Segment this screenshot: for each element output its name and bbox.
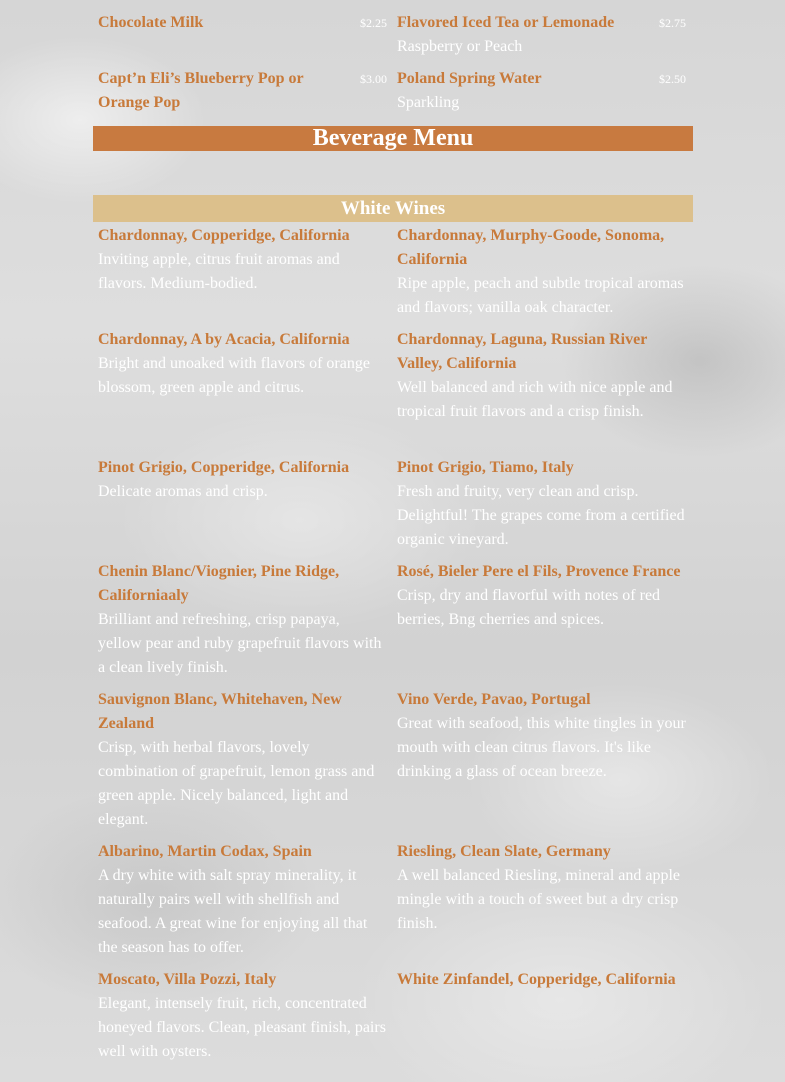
wine-description: Fresh and fruity, very clean and crisp. Delightful! The grapes come from a certified organic vineyard. [397,483,685,548]
wine-name: Riesling, Clean Slate, Germany [397,843,611,860]
wine-row [93,456,693,560]
menu-item [392,67,691,123]
item-name: Poland Spring Water [397,70,542,87]
wine-description: Delicate aromas and crisp. [98,483,268,500]
wine-description: A dry white with salt spray minerality, it naturally pairs well with shellfish and seafood. A great wine for enjoying all that the season has to offer. [98,867,368,956]
wine-description: Crisp, with herbal flavors, lovely combination of grapefruit, lemon grass and green apple. Nicely balanced, light and elegant. [98,739,375,828]
wine-description: Ripe apple, peach and subtle tropical aromas and flavors; vanilla oak character. [397,275,684,316]
wine-item [392,560,691,688]
wine-item [93,328,392,456]
item-name: Flavored Iced Tea or Lemonade [397,14,615,31]
wine-name: Moscato, Villa Pozzi, Italy [98,971,277,988]
wine-description: A well balanced Riesling, mineral and apple mingle with a touch of sweet but a dry crisp finish. [397,867,681,932]
wine-description: Great with seafood, this white tingles in your mouth with clean citrus flavors. It's like drinking a glass of ocean breeze. [397,715,686,780]
wine-name: Pinot Grigio, Copperidge, California [98,459,350,476]
wine-name: Sauvignon Blanc, Whitehaven, New Zealand [98,691,342,732]
menu-item [93,11,392,67]
item-name: Chocolate Milk [98,14,204,31]
wine-item [93,224,392,328]
wine-name: Vino Verde, Pavao, Portugal [397,691,591,708]
wine-row [93,840,693,968]
wine-item [93,688,392,840]
wine-description: Crisp, dry and flavorful with notes of red berries, Bng cherries and spices. [397,587,661,628]
wine-item [392,456,691,560]
wine-row [93,328,693,456]
wine-item [93,840,392,968]
item-price: $2.50 [659,72,686,86]
menu-item [392,11,691,67]
beverage-menu-banner: Beverage Menu [93,126,693,151]
wine-item [392,328,691,456]
wine-item [93,968,392,1072]
wine-name: Chardonnay, Laguna, Russian River Valley, California [397,331,647,372]
wine-description: Brilliant and refreshing, crisp papaya, yellow pear and ruby grapefruit flavors with a clean lively finish. [98,611,382,676]
wine-description: Bright and unoaked with flavors of orange blossom, green apple and citrus. [98,355,370,396]
wine-name: Albarino, Martin Codax, Spain [98,843,312,860]
item-name: Capt’n Eli’s Blueberry Pop or Orange Pop [98,70,304,111]
menu-row [93,67,693,123]
item-description: Sparkling [397,94,460,111]
wine-item [93,456,392,560]
wine-name: White Zinfandel, Copperidge, California [397,971,676,988]
wine-description: Elegant, intensely fruit, rich, concentrated honeyed flavors. Clean, pleasant finish, pairs well with oysters. [98,995,386,1060]
wine-item [93,560,392,688]
wine-row [93,688,693,840]
wine-name: Chardonnay, Copperidge, California [98,227,350,244]
wine-name: Chardonnay, A by Acacia, California [98,331,350,348]
menu-container [93,0,693,1072]
item-description: Raspberry or Peach [397,38,523,55]
wine-item [392,840,691,968]
wine-name: Rosé, Bieler Pere el Fils, Provence France [397,563,681,580]
wine-row [93,968,693,1072]
item-price: $3.00 [360,72,387,86]
white-wines-list [93,222,693,1072]
wine-item [392,968,691,1072]
wine-name: Chenin Blanc/Viognier, Pine Ridge, Californiaaly [98,563,340,604]
wine-name: Pinot Grigio, Tiamo, Italy [397,459,574,476]
wine-row [93,224,693,328]
wine-description: Inviting apple, citrus fruit aromas and flavors. Medium-bodied. [98,251,340,292]
menu-row [93,11,693,67]
item-price: $2.75 [659,16,686,30]
non-alcoholic-list [93,0,693,123]
wine-row [93,560,693,688]
wine-item [392,224,691,328]
menu-item [93,67,392,123]
wine-description: Well balanced and rich with nice apple and tropical fruit flavors and a crisp finish. [397,379,673,420]
white-wines-heading: White Wines [93,195,693,222]
item-price: $2.25 [360,16,387,30]
wine-name: Chardonnay, Murphy-Goode, Sonoma, California [397,227,665,268]
wine-item [392,688,691,840]
